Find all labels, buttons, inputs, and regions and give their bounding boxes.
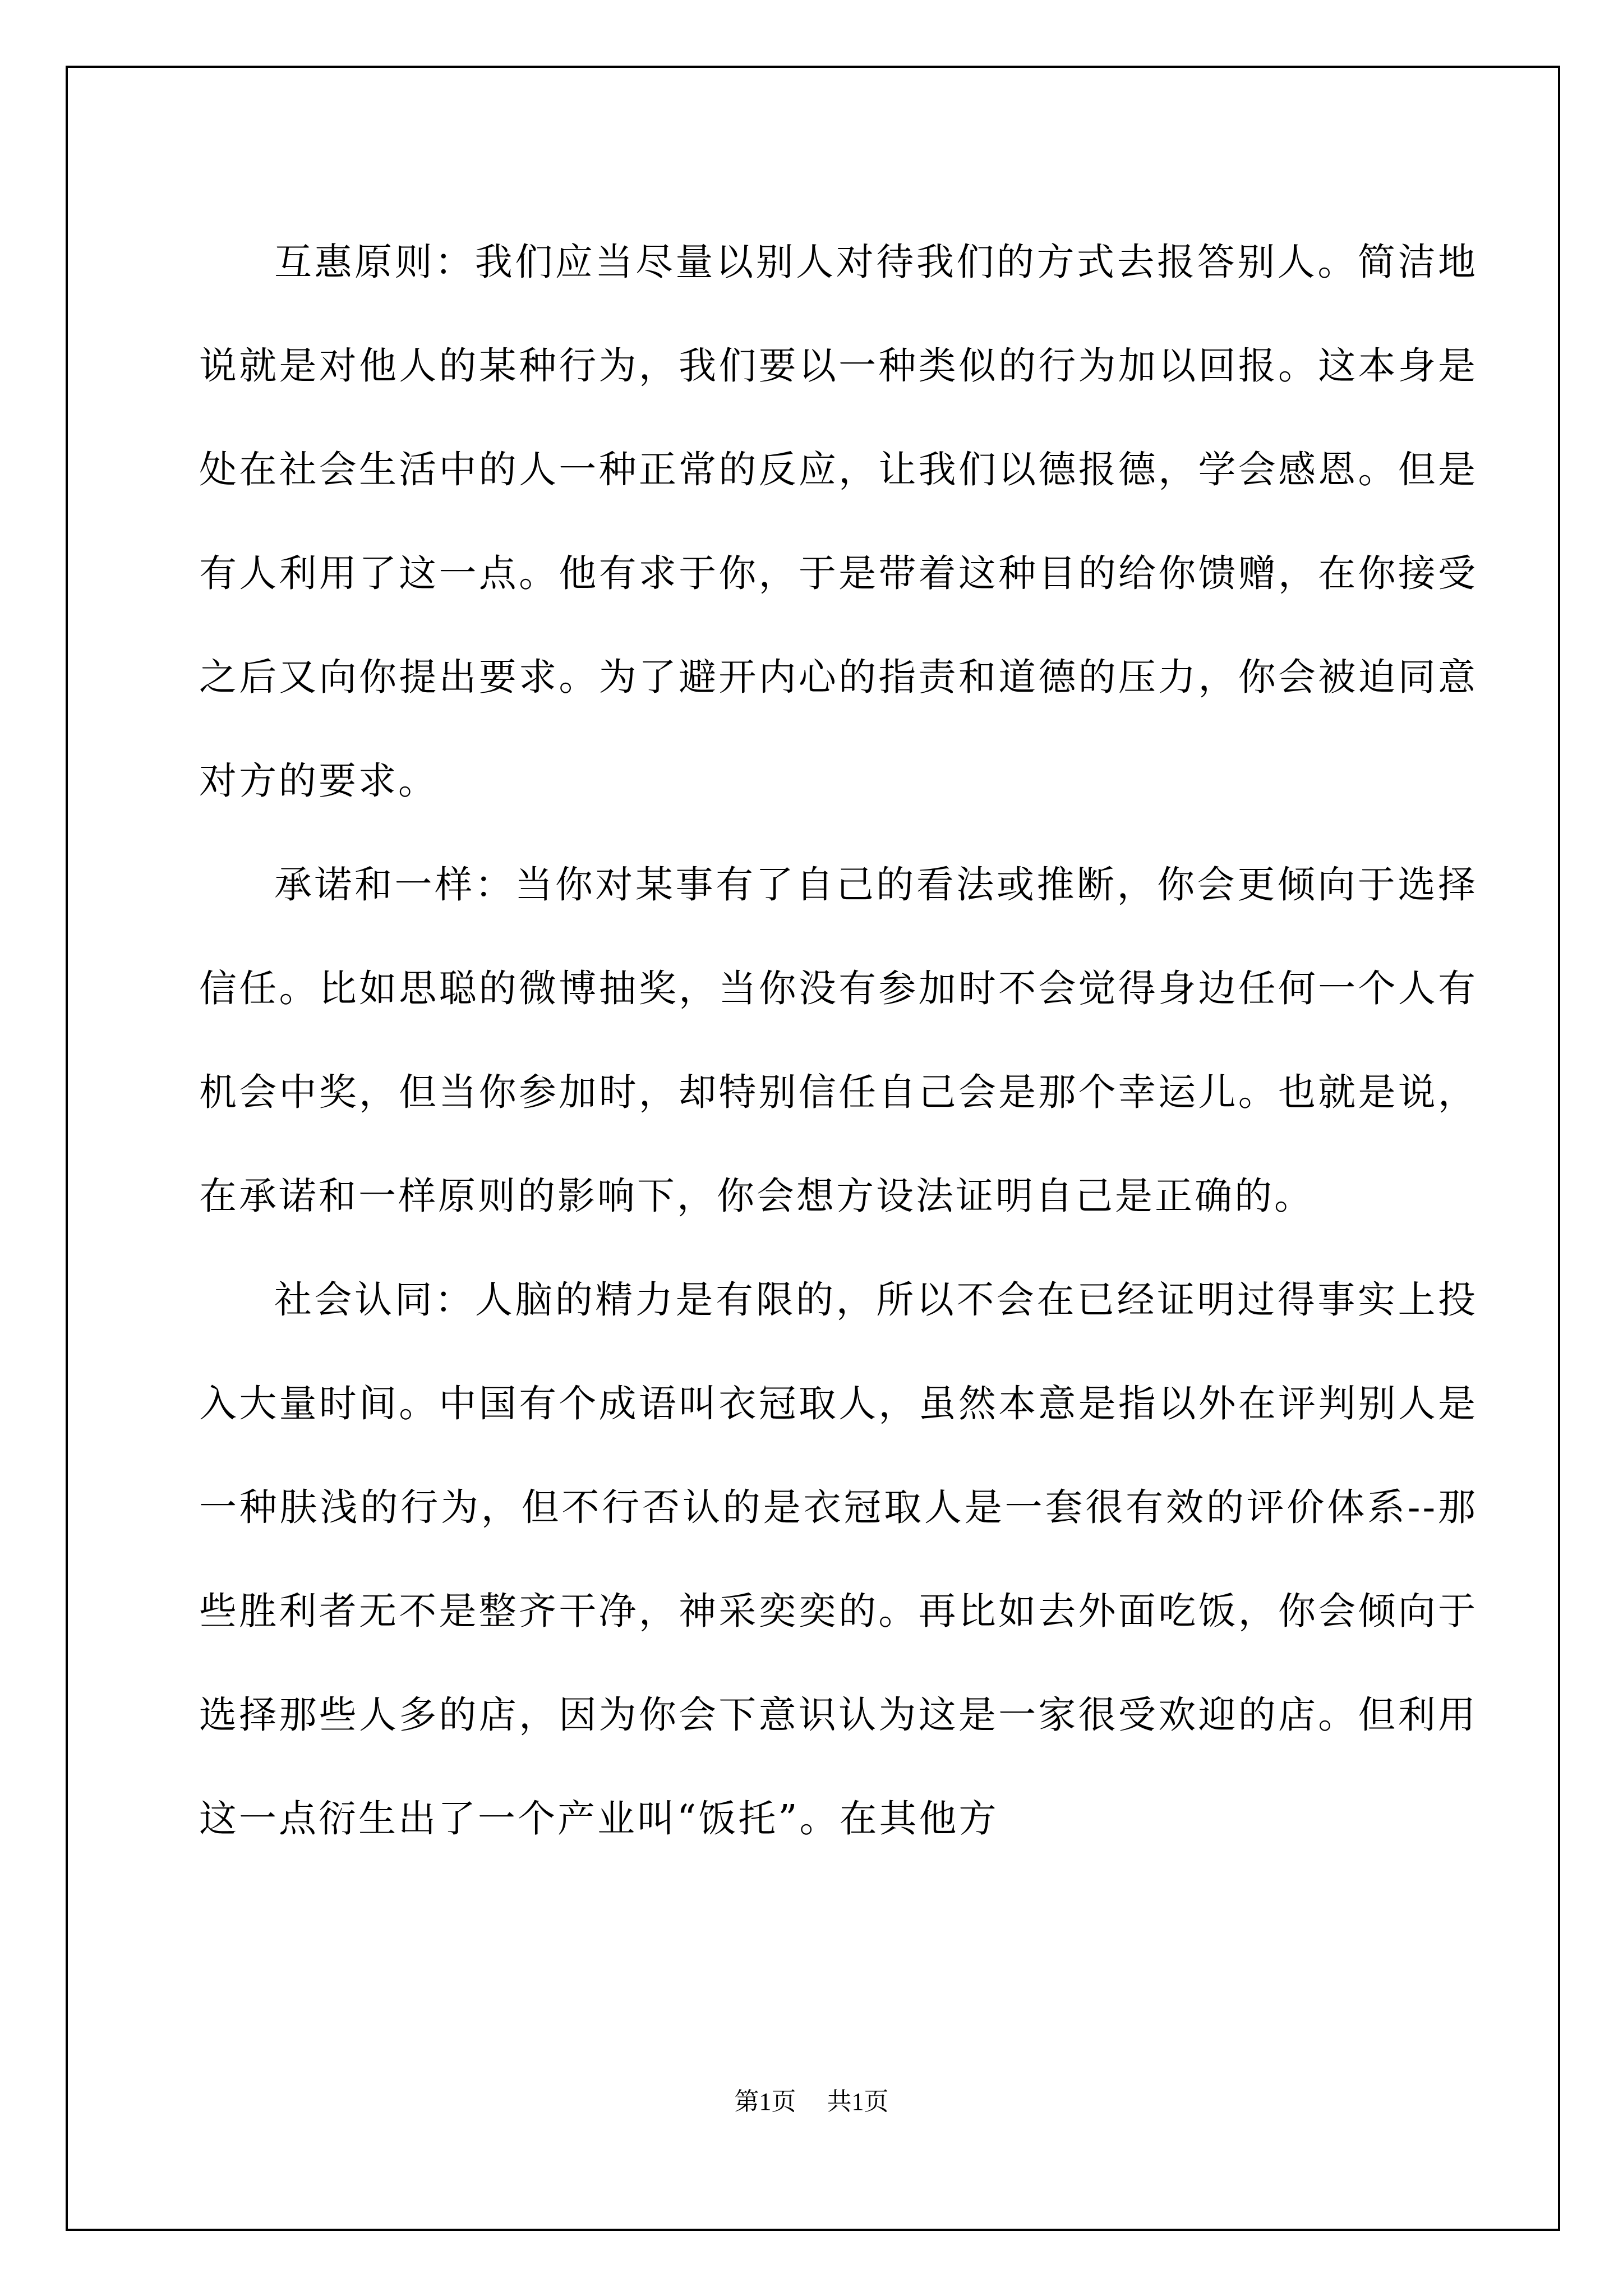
page-footer [0,2081,1623,2117]
paragraph-commitment: 承诺和一样：当你对某事有了自己的看法或推断，你会更倾向于选择信任。比如思聪的微博抽奖，当你没有参加时不会觉得身边任何一个人有机会中奖，但当你参加时，却特别信任自己会是那个幸运儿。也就是说，在承诺和一样原则的影响下，你会想方设法证明自己是正确的。 [199,863,1478,1218]
paragraph-social-proof: 社会认同：人脑的精力是有限的，所以不会在已经证明过得事实上投入大量时间。中国有个成语叫衣冠取人，虽然本意是指以外在评判别人是一种肤浅的行为，但不行否认的是衣冠取人是一套很有效的评价体系--那些胜利者无不是整齐干净，神采奕奕的。再比如去外面吃饭，你会倾向于选择那些人多的店，因为你会下意识认为这是一家很受欢迎的店。但利用这一点衍生出了一个产业叫“饭托”。在其他方 [199,1278,1478,1841]
page-total: 共1页 [827,2088,889,2115]
paragraph-reciprocity: 互惠原则：我们应当尽量以别人对待我们的方式去报答别人。简洁地说就是对他人的某种行为，我们要以一种类似的行为加以回报。这本身是处在社会生活中的人一种正常的反应，让我们以德报德，学会感恩。但是有人利用了这一点。他有求于你，于是带着这种目的给你馈赠，在你接受之后又向你提出要求。为了避开内心的指责和道德的压力，你会被迫同意对方的要求。 [199,240,1478,803]
page-number: 第1页 [734,2088,796,2115]
document-body [199,210,1478,1871]
